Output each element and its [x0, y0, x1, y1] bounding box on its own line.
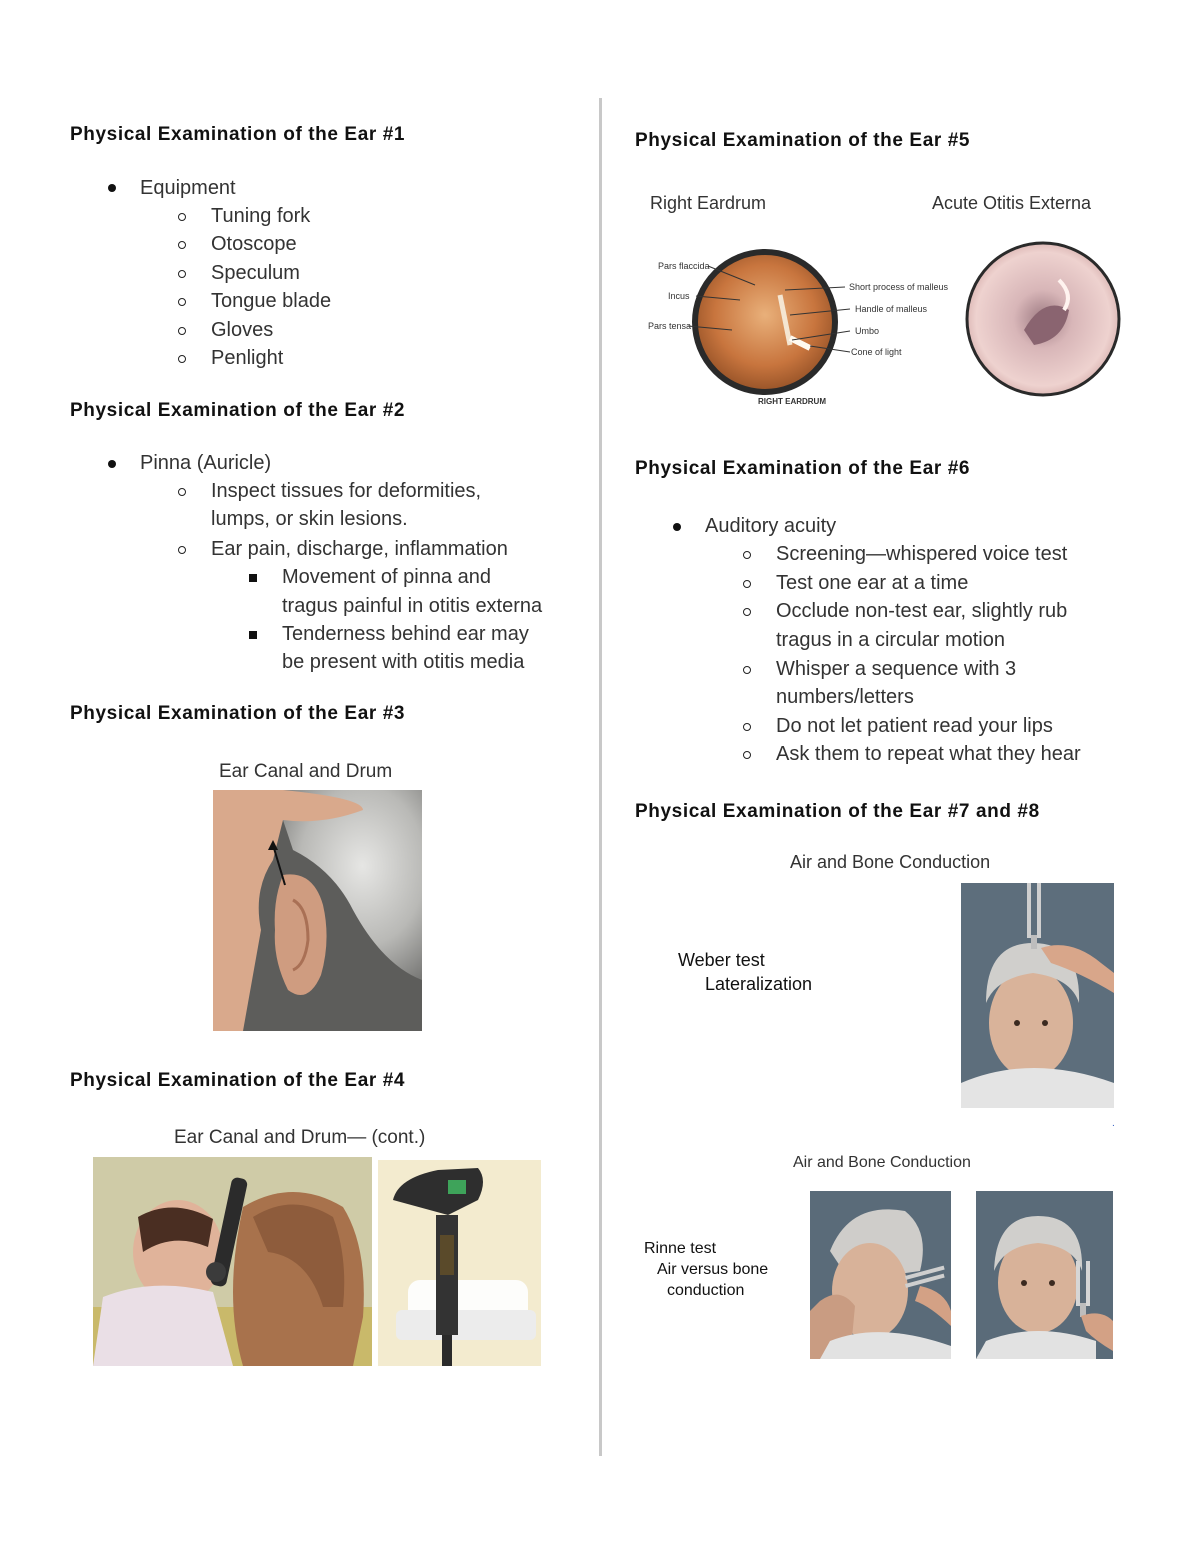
- sub-bullet: [743, 608, 751, 616]
- section-2-title: Physical Examination of the Ear #2: [70, 400, 406, 421]
- weber-test-photo: [961, 883, 1114, 1108]
- label-incus: Incus: [668, 291, 690, 301]
- ear-canal-caption: Ear Canal and Drum: [219, 761, 393, 782]
- ear-canal-cont-caption: Ear Canal and Drum— (cont.): [174, 1127, 426, 1148]
- section-7-8-title: Physical Examination of the Ear #7 and #8: [635, 801, 1040, 822]
- section-5-title: Physical Examination of the Ear #5: [635, 130, 971, 151]
- rinne-conduction-label: conduction: [667, 1282, 745, 1299]
- label-short-process: Short process of malleus: [849, 282, 949, 292]
- section-1-title: Physical Examination of the Ear #1: [70, 124, 406, 145]
- list-item: Do not let patient read your lips: [776, 715, 1053, 737]
- section-4-title: Physical Examination of the Ear #4: [70, 1070, 406, 1091]
- otitis-externa-caption: Acute Otitis Externa: [932, 193, 1092, 213]
- label-right-eardrum: RIGHT EARDRUM: [758, 397, 826, 406]
- equipment-label: Equipment: [140, 177, 236, 199]
- list-item: Test one ear at a time: [776, 572, 969, 594]
- sub-bullet: [178, 355, 186, 363]
- rinne-test-label: Rinne test: [644, 1240, 717, 1257]
- air-bone-caption-2: Air and Bone Conduction: [793, 1154, 971, 1171]
- bullet-dot: [673, 523, 681, 531]
- rinne-test-photo-2: [976, 1191, 1113, 1359]
- list-item-continuation: be present with otitis media: [282, 651, 525, 673]
- list-item-continuation: numbers/letters: [776, 686, 914, 708]
- label-umbo: Umbo: [855, 326, 880, 336]
- otoscope-device-photo: [378, 1160, 541, 1366]
- list-item: Tuning fork: [211, 205, 311, 227]
- square-bullet: [249, 574, 257, 582]
- sub-bullet: [178, 298, 186, 306]
- sub-bullet: [178, 241, 186, 249]
- air-bone-caption-1: Air and Bone Conduction: [790, 852, 991, 872]
- label-handle: Handle of malleus: [855, 304, 928, 314]
- list-item: Occlude non-test ear, slightly rub: [776, 600, 1068, 622]
- sub-bullet: [178, 546, 186, 554]
- list-item-continuation: tragus in a circular motion: [776, 629, 1005, 651]
- square-bullet: [249, 631, 257, 639]
- section-3-title: Physical Examination of the Ear #3: [70, 703, 406, 724]
- right-eardrum-caption: Right Eardrum: [650, 193, 767, 213]
- sub-bullet: [743, 666, 751, 674]
- weber-lateralization-label: Lateralization: [705, 974, 813, 994]
- label-pars-flaccida: Pars flaccida: [658, 261, 710, 271]
- list-item: Tenderness behind ear may: [282, 623, 529, 645]
- sub-bullet: [178, 270, 186, 278]
- list-item: Ear pain, discharge, inflammation: [211, 538, 508, 560]
- ear-canal-photo: [213, 790, 422, 1031]
- list-item-continuation: lumps, or skin lesions.: [211, 508, 408, 530]
- sub-bullet: [743, 723, 751, 731]
- label-cone: Cone of light: [851, 347, 902, 357]
- bullet-dot: [108, 184, 116, 192]
- list-item: Otoscope: [211, 233, 297, 255]
- list-item: Ask them to repeat what they hear: [776, 743, 1081, 765]
- list-item: Whisper a sequence with 3: [776, 658, 1017, 680]
- list-item-continuation: tragus painful in otitis externa: [282, 595, 543, 617]
- section-6-title: Physical Examination of the Ear #6: [635, 458, 971, 479]
- list-item: Gloves: [211, 319, 274, 341]
- sub-bullet: [178, 488, 186, 496]
- weber-test-label: Weber test: [678, 950, 765, 970]
- sub-bullet: [743, 551, 751, 559]
- list-item: Penlight: [211, 347, 284, 369]
- list-item: Screening—whispered voice test: [776, 543, 1068, 565]
- sub-bullet: [743, 751, 751, 759]
- otoscope-exam-photo: [93, 1157, 372, 1366]
- list-item: Tongue blade: [211, 290, 332, 312]
- pinna-label: Pinna (Auricle): [140, 452, 272, 474]
- list-item: Speculum: [211, 262, 300, 284]
- rinne-test-photo-1: [810, 1191, 951, 1359]
- label-pars-tensa: Pars tensa: [648, 321, 692, 331]
- auditory-acuity-label: Auditory acuity: [705, 515, 837, 537]
- sub-bullet: [178, 213, 186, 221]
- bullet-dot: [108, 460, 116, 468]
- column-divider: [599, 98, 602, 1456]
- sub-bullet: [178, 327, 186, 335]
- list-item: Movement of pinna and: [282, 566, 492, 588]
- stray-dot: .: [1112, 1118, 1115, 1129]
- list-item: Inspect tissues for deformities,: [211, 480, 482, 502]
- otitis-externa-photo: [964, 240, 1122, 398]
- sub-bullet: [743, 580, 751, 588]
- rinne-air-bone-label: Air versus bone: [657, 1261, 769, 1278]
